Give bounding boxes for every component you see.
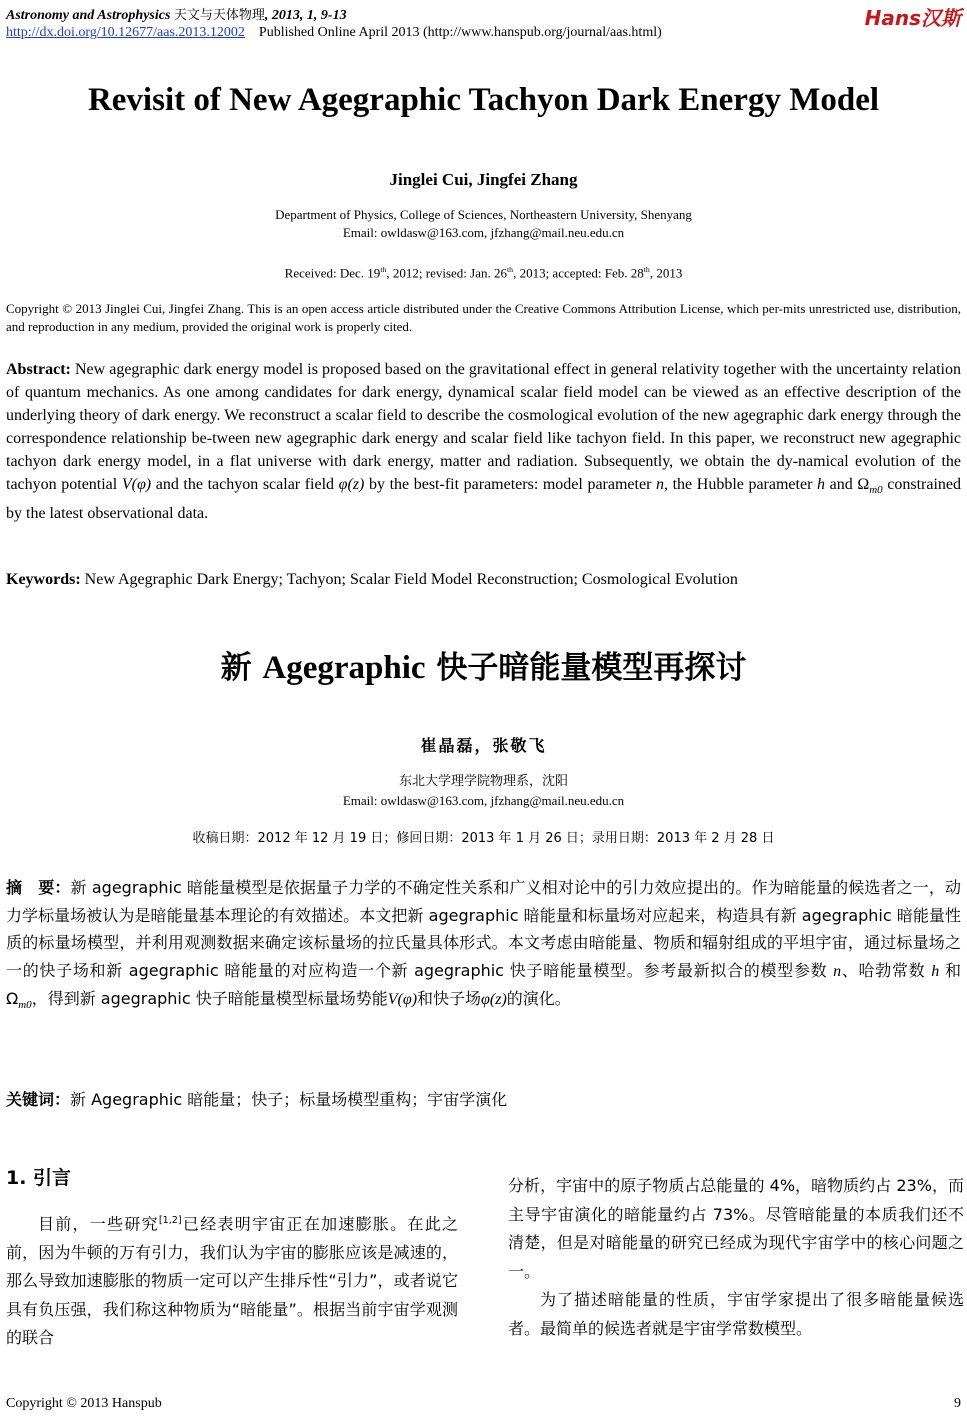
paper-title: Revisit of New Agegraphic Tachyon Dark Energy Model xyxy=(87,82,880,118)
math-omega: Ω xyxy=(857,476,870,493)
doi-link[interactable]: http://dx.doi.org/10.12677/aas.2013.12002 xyxy=(6,25,245,40)
page-number: 9 xyxy=(954,1396,961,1411)
abstract-text-6: constrained by the latest observational data. xyxy=(6,476,962,523)
cn-abstract-text-6: 的演化。 xyxy=(506,989,571,1008)
math-n: n xyxy=(656,476,665,493)
abstract-text-2: and the tachyon scalar field xyxy=(151,476,339,493)
abstract-text-1: New agegraphic dark energy model is proposed based on the gravitational effect in general relativity together with the uncertainty relation of quantum mechanics. As one among candidates for dark energy, dynamical scalar field model can be viewed as an effective description of the underlying theory of dark energy. We reconstruct a scalar field to describe the cosmological evolution of the new agegraphic dark energy through the correspondence relationship be-tween new agegraphic dark energy and scalar field like tachyon field. In this paper, we reconstruct new agegraphic tachyon dark energy model, in a flat universe with dark energy, matter and radiation. Subsequently, we obtain the dy-namical evolution of the tachyon potential xyxy=(6,361,961,493)
intro-paragraph-1 xyxy=(6,1207,458,1353)
journal-name-en: Astronomy and Astrophysics xyxy=(6,8,171,23)
cn-keywords-text: 新 Agegraphic 暗能量；快子；标量场模型重构；宇宙学演化 xyxy=(70,1090,508,1109)
abstract-text-3: by the best-fit parameters: model parameter xyxy=(364,476,657,493)
cn-affiliation: 东北大学理学院物理系，沈阳 xyxy=(398,774,568,789)
math-scalar-field: φ(z) xyxy=(338,476,365,493)
cn-math-omega-sub: m0 xyxy=(18,999,32,1012)
received-text: Received: Dec. 19 xyxy=(284,265,381,281)
keywords xyxy=(6,571,961,589)
intro-paragraph-2: 为了描述暗能量的性质，宇宙学家提出了很多暗能量候选者。最简单的候选者就是宇宙学常数模型。 xyxy=(508,1290,964,1338)
cn-abstract-text-3: 和 xyxy=(939,960,961,980)
abstract xyxy=(6,358,961,525)
received-sup: th xyxy=(380,265,387,274)
revised-text: , 2012; revised: Jan. 26 xyxy=(386,265,507,281)
cn-math-n: n xyxy=(833,962,842,980)
math-potential: V(φ) xyxy=(121,476,152,493)
accepted-sup: th xyxy=(643,265,650,274)
copyright-notice: Copyright © 2013 Jinglei Cui, Jingfei Zhang. This is an open access article distributed under the Creative Commons Attribution License, which per-mits unrestricted use, distribution, and reproduction in any medium, provided the original work is properly cited. xyxy=(6,301,961,334)
cn-title xyxy=(0,642,967,687)
cn-dates: 收稿日期：2012 年 12 月 19 日；修回日期：2013 年 1 月 26 日；录用日期：2013 年 2 月 28 日 xyxy=(192,831,775,846)
published-info: Published Online April 2013 (http://www.hanspub.org/journal/aas.html) xyxy=(258,25,662,40)
keywords-text: New Agegraphic Dark Energy; Tachyon; Scalar Field Model Reconstruction; Cosmological Evolution xyxy=(80,571,738,588)
cn-abstract-label: 摘 要： xyxy=(6,878,71,897)
intro-text-b: 已经表明宇宙正在加速膨胀。在此之前，因为牛顿的万有引力，我们认为宇宙的膨胀应该是减速的，那么导致加速膨胀的物质一定可以产生排斥性“引力”，或者说它具有负压强，我们称这种物质为“暗能量”。根据当前宇宙学观测的联合 xyxy=(6,1214,458,1348)
accepted-year: , 2013 xyxy=(649,265,683,281)
intro-text-a: 目前，一些研究 xyxy=(38,1214,159,1234)
body-column-right xyxy=(508,1172,964,1343)
cn-math-scalar-field: φ(z) xyxy=(481,991,507,1008)
abstract-text-5: and xyxy=(825,476,858,493)
hans-logo: Hans汉斯 xyxy=(864,6,961,30)
cn-math-h: h xyxy=(931,962,940,980)
journal-header xyxy=(6,4,347,24)
section-heading-intro: 1. 引言 xyxy=(6,1167,72,1189)
cn-title-part-b: Agegraphic xyxy=(262,650,426,686)
abstract-text-4: , the Hubble parameter xyxy=(664,476,818,493)
email: Email: owldasw@163.com, jfzhang@mail.neu.edu.cn xyxy=(342,225,625,240)
cn-abstract-text-1: 新 agegraphic 暗能量模型是依据量子力学的不确定性关系和广义相对论中的引力效应提出的。作为暗能量的候选者之一，动力学标量场被认为是暗能量基本理论的有效描述。本文把新 agegraphic 暗能量和标量场对应起来，构造具有新 agegraphic 暗能量性质的标量场模型，并利用观测数据来确定该标量场的拉氏量具体形式。本文考虑由暗能量、物质和辐射组成的平坦宇宙，通过标量场之一的快子场和新 agegraphic 暗能量的对应构造一个新 agegraphic 快子暗能量模型。参考最新拟合的模型参数 xyxy=(6,878,961,980)
cn-title-part-c: 快子暗能量模型再探讨 xyxy=(425,650,747,686)
authors: Jinglei Cui, Jingfei Zhang xyxy=(389,170,578,189)
math-omega-sub: m0 xyxy=(869,484,883,497)
cn-math-omega: Ω xyxy=(6,989,19,1008)
cn-keywords-label: 关键词： xyxy=(6,1090,71,1109)
cn-authors: 崔晶磊，张敬飞 xyxy=(420,736,547,755)
journal-issue: , 2013, 1, 9-13 xyxy=(264,8,347,23)
math-h: h xyxy=(817,476,826,493)
cn-email: Email: owldasw@163.com, jfzhang@mail.neu.edu.cn xyxy=(342,793,625,808)
citation-ref[interactable]: [1,2] xyxy=(158,1215,182,1226)
cn-abstract-text-4: ，得到新 agegraphic 快子暗能量模型标量场势能 xyxy=(31,989,388,1008)
cn-keywords xyxy=(6,1087,961,1110)
cn-abstract-text-2: 、哈勃常数 xyxy=(841,960,932,980)
revised-sup: th xyxy=(506,265,514,274)
doi-line xyxy=(6,25,662,41)
cn-math-potential: V(φ) xyxy=(387,991,418,1008)
cn-abstract-text-5: 和快子场 xyxy=(417,989,482,1008)
cn-title-part-a: 新 xyxy=(220,650,263,686)
journal-name-cn: 天文与天体物理 xyxy=(173,8,265,23)
cn-abstract xyxy=(6,874,961,1020)
affiliation: Department of Physics, College of Sciences, Northeastern University, Shenyang xyxy=(275,207,692,222)
received-dates xyxy=(0,261,967,282)
intro-paragraph-1-cont: 分析，宇宙中的原子物质占总能量的 4%，暗物质约占 23%，而主导宇宙演化的暗能量约占 73%。尽管暗能量的本质我们还不清楚，但是对暗能量的研究已经成为现代宇宙学中的核心问题之一。 xyxy=(508,1176,964,1281)
abstract-label: Abstract: xyxy=(6,361,71,378)
accepted-text: , 2013; accepted: Feb. 28 xyxy=(513,265,644,281)
body-column-left xyxy=(6,1207,458,1353)
footer-copyright: Copyright © 2013 Hanspub xyxy=(6,1396,162,1411)
keywords-label: Keywords: xyxy=(6,571,81,588)
